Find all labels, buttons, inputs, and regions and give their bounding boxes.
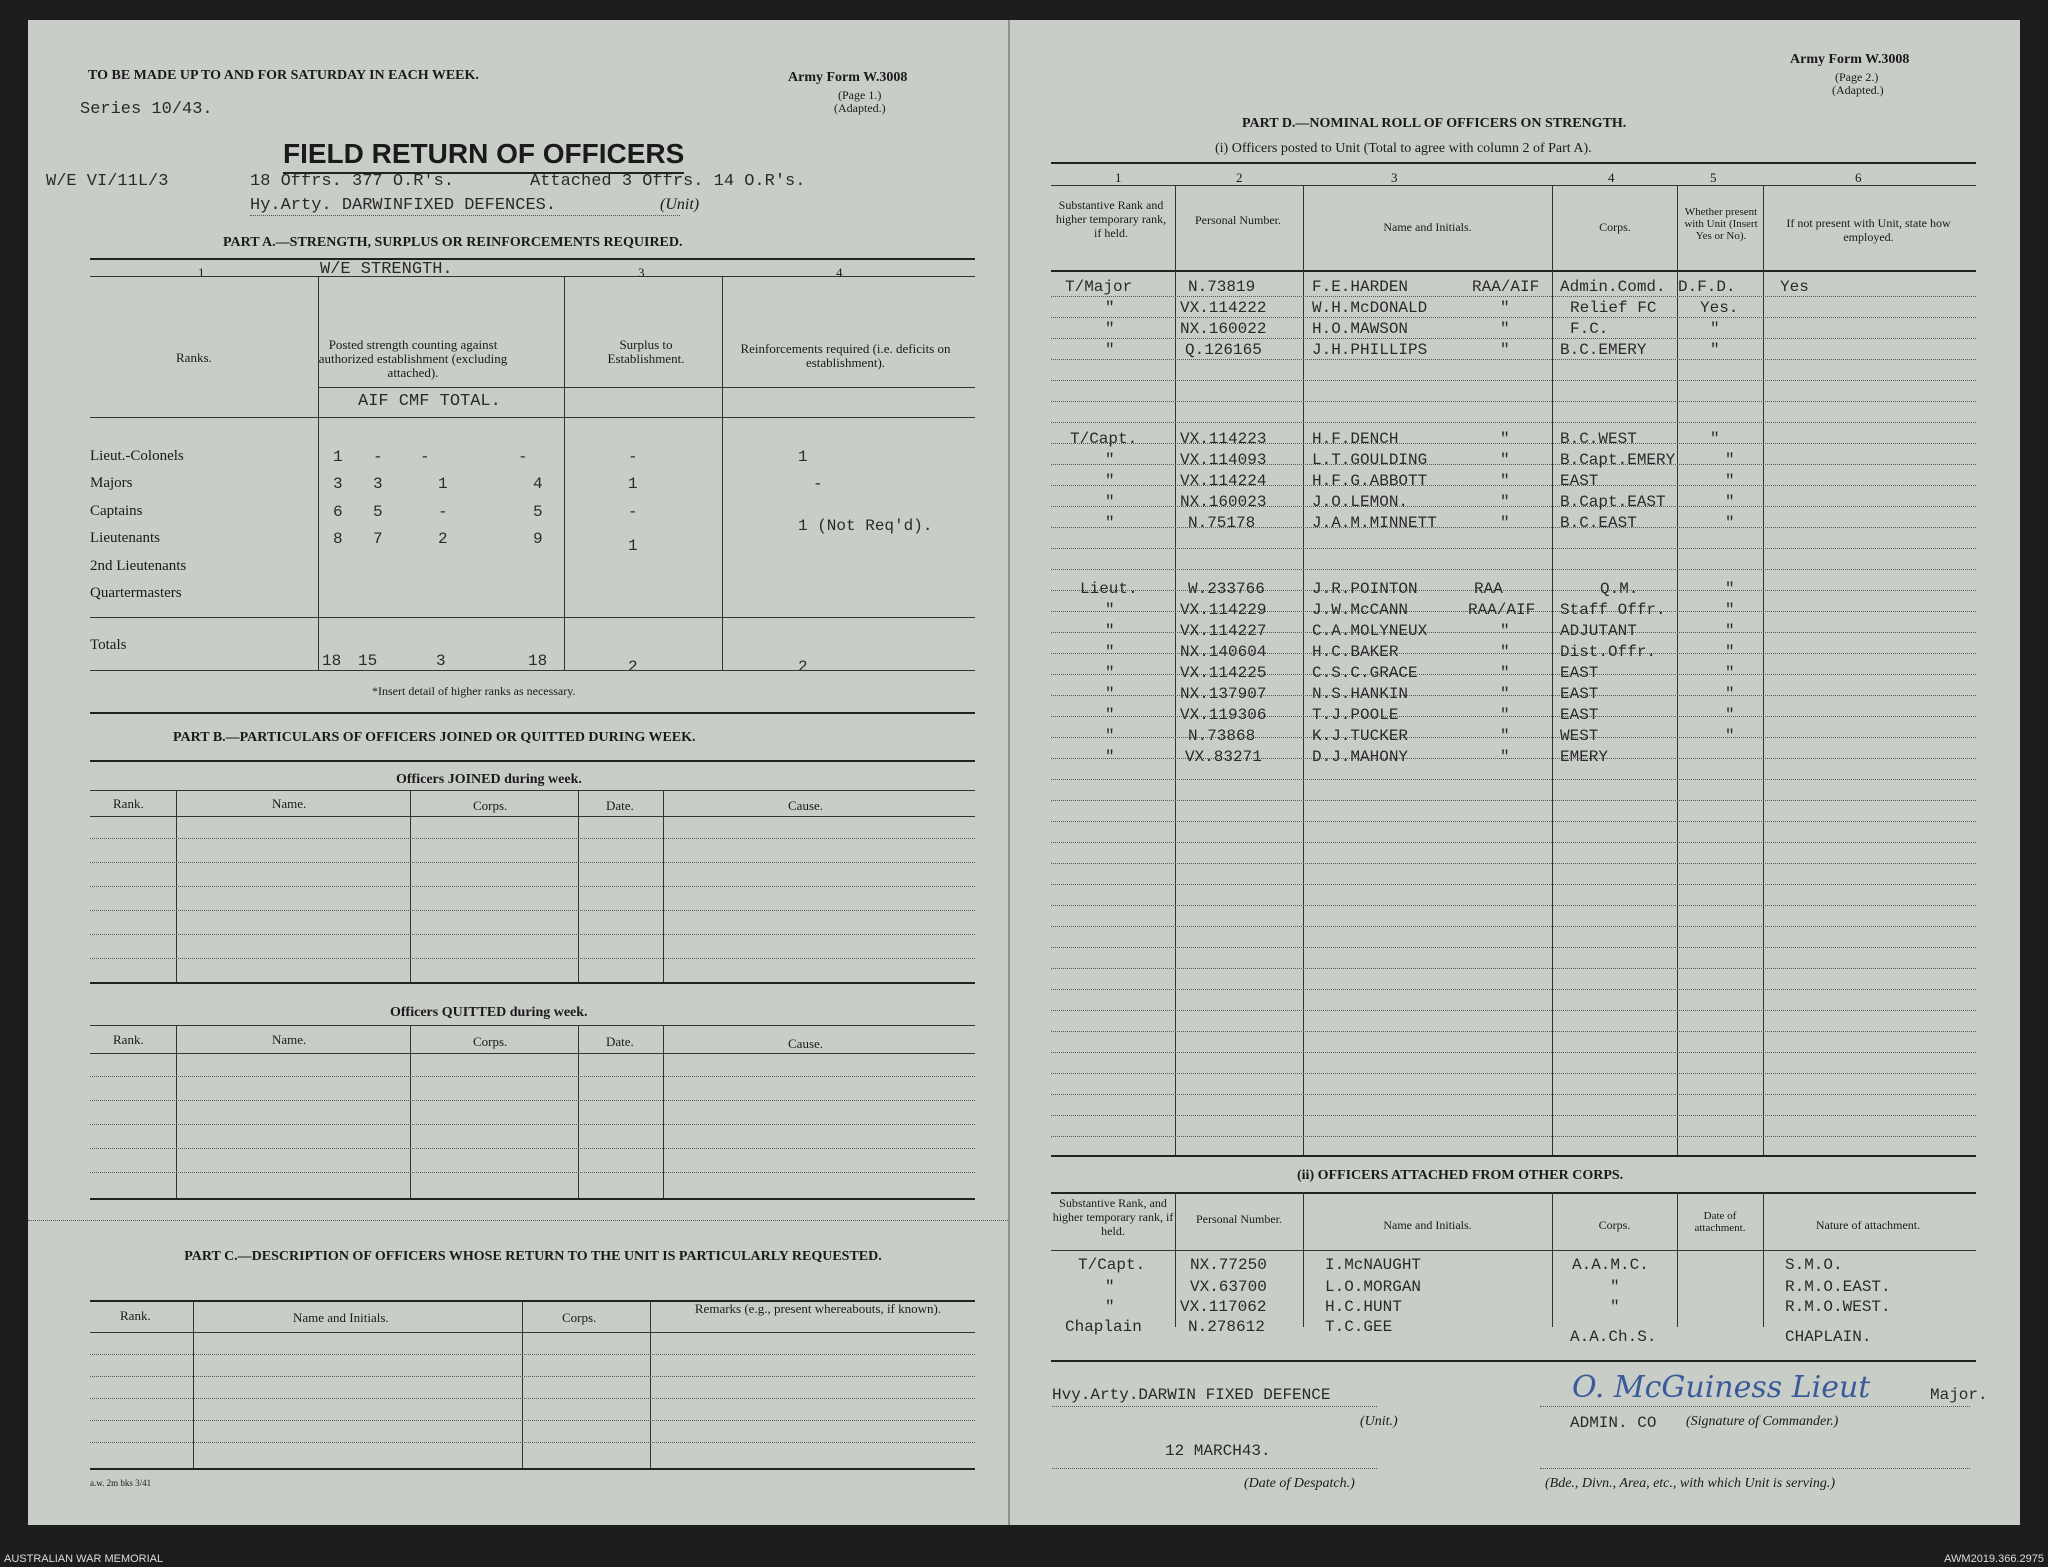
d-num: VX.114224: [1180, 472, 1267, 490]
part-b-title: PART B.—PARTICULARS OF OFFICERS JOINED OR QUITTED DURING WEEK.: [173, 730, 696, 745]
att-num: NX.77250: [1190, 1256, 1267, 1274]
d-corps: EMERY: [1560, 748, 1609, 766]
page-title: FIELD RETURN OF OFFICERS: [283, 138, 684, 174]
d-num: NX.137907: [1180, 685, 1267, 703]
cell-surplus: -: [628, 503, 638, 521]
row-2nd-lt-label: 2nd Lieutenants: [90, 558, 187, 574]
d-corps: Staff Offr.: [1560, 601, 1666, 619]
att-num: N.278612: [1188, 1318, 1265, 1336]
form-number-2: Army Form W.3008: [1790, 52, 1910, 67]
d-rank: ": [1105, 514, 1115, 532]
d-num: N.73819: [1188, 278, 1256, 296]
d-rank: ": [1105, 664, 1115, 682]
d-name: J.H.PHILLIPS: [1312, 341, 1428, 359]
roll-rule: [1051, 359, 1976, 360]
att-name: T.C.GEE: [1325, 1318, 1393, 1336]
partc-col-corps: Corps.: [562, 1310, 597, 1325]
quitted-title: Officers QUITTED during week.: [390, 1005, 588, 1020]
quitted-col-name: Name.: [272, 1032, 307, 1047]
col-num-1: 1: [198, 265, 205, 280]
d-name: J.A.M.MINNETT: [1312, 514, 1437, 532]
d-corps: WEST: [1560, 727, 1599, 745]
bde-label: (Bde., Divn., Area, etc., with which Unit is serving.): [1545, 1476, 1836, 1491]
d-present: ": [1710, 341, 1720, 359]
roll-rule: [1051, 317, 1976, 318]
d-unit: ": [1500, 643, 1510, 661]
d-col-num-3: 3: [1391, 170, 1398, 185]
d-unit: ": [1500, 622, 1510, 640]
cell-cmf: -: [420, 448, 430, 466]
unit-name: Hy.Arty. DARWINFIXED DEFENCES.: [250, 196, 557, 215]
cell-reinf: 1: [798, 448, 808, 466]
d-corps: B.Capt.EMERY: [1560, 451, 1676, 469]
form-page: (Page 1.): [838, 88, 882, 102]
d-rank: ": [1105, 685, 1115, 703]
d-head-name: Name and Initials.: [1383, 220, 1472, 234]
d-present: ": [1725, 601, 1735, 619]
form-number: Army Form W.3008: [788, 70, 908, 85]
att-rank: ": [1105, 1298, 1115, 1316]
col-ranks-head: Ranks.: [176, 350, 212, 365]
d-name: C.A.MOLYNEUX: [1312, 622, 1428, 640]
d-present: ": [1725, 514, 1735, 532]
print-code: a.w. 2m bks 3/41: [90, 1478, 152, 1488]
partc-col-rank: Rank.: [120, 1308, 151, 1323]
cell-reinf: -: [813, 475, 823, 493]
d-present: ": [1725, 493, 1735, 511]
d-name: L.T.GOULDING: [1312, 451, 1428, 469]
joined-col-rank: Rank.: [113, 796, 144, 811]
cell-aif: -: [373, 448, 383, 466]
attached-strength: Attached 3 Offrs. 14 O.R's.: [530, 172, 806, 191]
d-unit: ": [1500, 727, 1510, 745]
we-strength-typed: W/E STRENGTH.: [320, 260, 453, 279]
attached-title: (ii) OFFICERS ATTACHED FROM OTHER CORPS.: [1297, 1168, 1624, 1183]
att-head-name: Name and Initials.: [1383, 1218, 1472, 1232]
row-lieutenants-label: Lieutenants: [90, 530, 160, 546]
roll-rule: [1051, 548, 1976, 549]
d-num: W.233766: [1188, 580, 1265, 598]
form-page-2: (Page 2.): [1835, 70, 1879, 84]
row-captains-label: Captains: [90, 503, 143, 519]
roll-rule: [1051, 1094, 1976, 1095]
d-num: VX.114227: [1180, 622, 1267, 640]
d-name: N.S.HANKIN: [1312, 685, 1409, 703]
d-rank: ": [1105, 601, 1115, 619]
d-col-num-2: 2: [1236, 170, 1243, 185]
att-corps: A.A.Ch.S.: [1570, 1328, 1657, 1346]
att-rank: Chaplain: [1065, 1318, 1142, 1336]
cell-cmf: 1: [438, 475, 448, 493]
roll-rule: [1051, 569, 1976, 570]
cell-cmf: -: [438, 503, 448, 521]
weekly-instruction: TO BE MADE UP TO AND FOR SATURDAY IN EACH WEEK.: [88, 68, 479, 83]
d-num: VX.114093: [1180, 451, 1267, 469]
posted-subtitle: (i) Officers posted to Unit (Total to agree with column 2 of Part A).: [1215, 141, 1592, 156]
cell-total: -: [518, 448, 528, 466]
d-rank: ": [1105, 451, 1115, 469]
d-present: ": [1725, 451, 1735, 469]
d-name: F.E.HARDEN: [1312, 278, 1409, 296]
col-surplus-head: Surplus to Establishment.: [607, 337, 685, 366]
d-corps: F.C.: [1570, 320, 1609, 338]
total-cmf: 3: [436, 652, 446, 670]
d-rank: ": [1105, 706, 1115, 724]
d-unit: RAA: [1474, 580, 1503, 598]
roll-rule: [1051, 968, 1976, 969]
d-corps: B.C.EAST: [1560, 514, 1637, 532]
roll-rule: [1051, 821, 1976, 822]
d-unit: ": [1500, 685, 1510, 703]
d-rank: ": [1105, 748, 1115, 766]
part-a-title: PART A.—STRENGTH, SURPLUS OR REINFORCEMENTS REQUIRED.: [223, 235, 683, 250]
d-rank: ": [1105, 472, 1115, 490]
d-num: VX.114229: [1180, 601, 1267, 619]
att-nature: CHAPLAIN.: [1785, 1328, 1872, 1346]
roll-rule: [1051, 296, 1976, 297]
d-present: Yes.: [1700, 299, 1739, 317]
quitted-col-date: Date.: [606, 1034, 634, 1049]
d-unit: ": [1500, 299, 1510, 317]
partc-col-name: Name and Initials.: [293, 1310, 389, 1325]
d-name: C.S.C.GRACE: [1312, 664, 1418, 682]
quitted-col-rank: Rank.: [113, 1032, 144, 1047]
d-unit: ": [1500, 341, 1510, 359]
unit-label-2: (Unit.): [1360, 1414, 1398, 1429]
d-corps: EAST: [1560, 706, 1599, 724]
roll-rule: [1051, 380, 1976, 381]
d-rank: Lieut.: [1080, 580, 1138, 598]
d-num: VX.114223: [1180, 430, 1267, 448]
att-head-rank: Substantive Rank, and higher temporary rank, if held.: [1052, 1196, 1174, 1238]
unit-typed: Hvy.Arty.DARWIN FIXED DEFENCE: [1052, 1386, 1331, 1404]
d-name: K.J.TUCKER: [1312, 727, 1409, 745]
d-num: NX.140604: [1180, 643, 1267, 661]
total-reinf: 2: [798, 658, 808, 676]
d-unit: ": [1500, 706, 1510, 724]
d-num: NX.160023: [1180, 493, 1267, 511]
d-present: ": [1710, 320, 1720, 338]
unit-strength: 18 Offrs. 377 O.R's.: [250, 172, 455, 191]
d-name: H.F.DENCH: [1312, 430, 1399, 448]
form-adapted: (Adapted.): [834, 101, 886, 115]
d-name: H.O.MAWSON: [1312, 320, 1409, 338]
cell-we: 6: [333, 503, 343, 521]
col-posted-head: Posted strength counting against authorized establishment (excluding attached).: [318, 337, 508, 380]
d-unit: ": [1500, 430, 1510, 448]
att-head-nature: Nature of attachment.: [1815, 1218, 1921, 1232]
d-rank: ": [1105, 622, 1115, 640]
d-corps: Q.M.: [1600, 580, 1639, 598]
row-qm-label: Quartermasters: [90, 585, 182, 601]
roll-rule: [1051, 884, 1976, 885]
att-corps: ": [1610, 1278, 1620, 1296]
att-nature: R.M.O.WEST.: [1785, 1298, 1891, 1316]
d-unit: ": [1500, 514, 1510, 532]
d-num: VX.114225: [1180, 664, 1267, 682]
d-unit: RAA/AIF: [1468, 601, 1536, 619]
d-corps: Admin.Comd.: [1560, 278, 1666, 296]
d-corps: Relief FC: [1570, 299, 1657, 317]
d-rank: ": [1105, 493, 1115, 511]
d-name: H.F.G.ABBOTT: [1312, 472, 1428, 490]
d-unit: ": [1500, 451, 1510, 469]
d-head-corps: Corps.: [1599, 220, 1631, 234]
cell-total: 5: [533, 503, 543, 521]
joined-col-date: Date.: [606, 798, 634, 813]
d-rank: ": [1105, 643, 1115, 661]
cell-total: 9: [533, 530, 543, 548]
att-head-corps: Corps.: [1598, 1218, 1631, 1232]
roll-rule: [1051, 1073, 1976, 1074]
roll-rule: [1051, 947, 1976, 948]
roll-rule: [1051, 422, 1976, 423]
cell-aif: 3: [373, 475, 383, 493]
att-name: H.C.HUNT: [1325, 1298, 1402, 1316]
att-corps: A.A.M.C.: [1572, 1256, 1649, 1274]
d-head-present: Whether present with Unit (Insert Yes or No).: [1684, 206, 1758, 242]
att-rank: ": [1105, 1278, 1115, 1296]
d-present: ": [1725, 580, 1735, 598]
d-name: J.O.LEMON.: [1312, 493, 1409, 511]
d-corps: B.C.EMERY: [1560, 341, 1647, 359]
d-name: D.J.MAHONY: [1312, 748, 1409, 766]
joined-col-corps: Corps.: [473, 798, 508, 813]
att-head-date: Date of attachment.: [1694, 1210, 1746, 1234]
d-rank: ": [1105, 341, 1115, 359]
cell-aif: 7: [373, 530, 383, 548]
d-name: J.W.McCANN: [1312, 601, 1409, 619]
signature-rank: Major.: [1930, 1386, 1988, 1404]
cell-we: 8: [333, 530, 343, 548]
d-corps: ADJUTANT: [1560, 622, 1637, 640]
footer-right: AWM2019.366.2975: [1944, 1553, 2044, 1565]
d-present: ": [1725, 706, 1735, 724]
d-num: N.73868: [1188, 727, 1256, 745]
partc-col-remarks: Remarks (e.g., present whereabouts, if known).: [694, 1301, 942, 1316]
page-2: [1010, 20, 2020, 1525]
war-establishment: W/E VI/11L/3: [46, 172, 169, 191]
total-we: 18: [322, 652, 342, 670]
roll-rule: [1051, 1136, 1976, 1137]
roll-rule: [1051, 338, 1976, 339]
total-aif: 15: [358, 652, 378, 670]
part-d-title: PART D.—NOMINAL ROLL OF OFFICERS ON STRENGTH.: [1242, 116, 1627, 131]
despatch-date-label: (Date of Despatch.): [1244, 1476, 1355, 1491]
roll-rule: [1051, 1052, 1976, 1053]
att-name: L.O.MORGAN: [1325, 1278, 1422, 1296]
d-corps: EAST: [1560, 472, 1599, 490]
commander-signature: O. McGuiness Lieut: [1572, 1370, 1871, 1405]
form-adapted-2: (Adapted.): [1832, 83, 1884, 97]
roll-rule: [1051, 1010, 1976, 1011]
d-num: N.75178: [1188, 514, 1256, 532]
joined-col-name: Name.: [272, 796, 307, 811]
series: Series 10/43.: [80, 100, 213, 119]
admin-typed: ADMIN. CO: [1570, 1414, 1657, 1432]
cell-surplus: 1: [628, 537, 638, 555]
d-unit: ": [1500, 664, 1510, 682]
roll-rule: [1051, 1115, 1976, 1116]
d-unit: ": [1500, 493, 1510, 511]
d-corps: B.Capt.EAST: [1560, 493, 1666, 511]
att-rank: T/Capt.: [1078, 1256, 1146, 1274]
d-col-num-6: 6: [1855, 170, 1862, 185]
d-rank: ": [1105, 727, 1115, 745]
col-num-3: 3: [638, 265, 645, 280]
d-name: T.J.POOLE: [1312, 706, 1399, 724]
roll-rule: [1051, 989, 1976, 990]
d-present: ": [1725, 685, 1735, 703]
cell-surplus: -: [628, 448, 638, 466]
roll-rule: [1051, 863, 1976, 864]
d-col-num-1: 1: [1115, 170, 1122, 185]
d-present: ": [1725, 643, 1735, 661]
roll-rule: [1051, 905, 1976, 906]
d-num: Q.126165: [1185, 341, 1262, 359]
d-name: H.C.BAKER: [1312, 643, 1399, 661]
d-present: ": [1710, 430, 1720, 448]
joined-title: Officers JOINED during week.: [396, 772, 582, 787]
d-corps: EAST: [1560, 664, 1599, 682]
roll-rule: [1051, 1031, 1976, 1032]
quitted-col-cause: Cause.: [788, 1036, 824, 1051]
d-unit: ": [1500, 320, 1510, 338]
row-majors-label: Majors: [90, 475, 133, 491]
d-head-rank: Substantive Rank and higher temporary rank, if held.: [1055, 198, 1167, 240]
d-corps: EAST: [1560, 685, 1599, 703]
totals-label: Totals: [90, 637, 127, 653]
unit-label: (Unit): [660, 196, 700, 213]
d-unit: ": [1500, 748, 1510, 766]
d-num: VX.83271: [1185, 748, 1262, 766]
page-1: [28, 20, 1008, 1525]
d-rank: ": [1105, 299, 1115, 317]
col-num-4: 4: [836, 265, 843, 280]
cell-total: 4: [533, 475, 543, 493]
d-present: ": [1725, 727, 1735, 745]
cell-surplus: 1: [628, 475, 638, 493]
d-head-employed: If not present with Unit, state how employed.: [1786, 216, 1951, 244]
strength-subhead: AIF CMF TOTAL.: [358, 392, 501, 411]
part-c-title: PART C.—DESCRIPTION OF OFFICERS WHOSE RETURN TO THE UNIT IS PARTICULARLY REQUESTED.: [184, 1249, 882, 1264]
d-unit: ": [1500, 472, 1510, 490]
att-num: VX.117062: [1180, 1298, 1267, 1316]
higher-ranks-note: *Insert detail of higher ranks as necessary.: [372, 684, 576, 698]
roll-rule: [1051, 779, 1976, 780]
cell-cmf: 2: [438, 530, 448, 548]
att-nature: R.M.O.EAST.: [1785, 1278, 1891, 1296]
d-rank: T/Capt.: [1070, 430, 1138, 448]
att-name: I.McNAUGHT: [1325, 1256, 1422, 1274]
footer-left: AUSTRALIAN WAR MEMORIAL: [4, 1553, 164, 1565]
att-num: VX.63700: [1190, 1278, 1267, 1296]
att-corps: ": [1610, 1298, 1620, 1316]
cell-reinf: 1 (Not Req'd).: [798, 517, 933, 535]
total-surplus: 2: [628, 658, 638, 676]
d-col-num-5: 5: [1710, 170, 1717, 185]
d-present: ": [1725, 664, 1735, 682]
d-num: VX.114222: [1180, 299, 1267, 317]
d-corps: Dist.Offr.: [1560, 643, 1657, 661]
quitted-col-corps: Corps.: [473, 1034, 508, 1049]
signature-label: (Signature of Commander.): [1686, 1414, 1839, 1429]
att-head-number: Personal Number.: [1196, 1212, 1282, 1226]
d-num: VX.119306: [1180, 706, 1267, 724]
cell-aif: 5: [373, 503, 383, 521]
d-rank: ": [1105, 320, 1115, 338]
d-rank: T/Major: [1065, 278, 1133, 296]
d-name: J.R.POINTON: [1312, 580, 1418, 598]
d-head-number: Personal Number.: [1195, 213, 1281, 227]
d-present: D.F.D.: [1678, 278, 1736, 296]
att-nature: S.M.O.: [1785, 1256, 1843, 1274]
d-present: ": [1725, 472, 1735, 490]
d-present: ": [1725, 622, 1735, 640]
cell-we: 1: [333, 448, 343, 466]
despatch-date: 12 MARCH43.: [1165, 1442, 1271, 1460]
row-lt-col-label: Lieut.-Colonels: [90, 448, 184, 464]
roll-rule: [1051, 926, 1976, 927]
total-total: 18: [528, 652, 548, 670]
d-corps: B.C.WEST: [1560, 430, 1637, 448]
d-num: NX.160022: [1180, 320, 1267, 338]
d-employed: Yes: [1780, 278, 1809, 296]
cell-we: 3: [333, 475, 343, 493]
d-col-num-4: 4: [1608, 170, 1615, 185]
roll-rule: [1051, 401, 1976, 402]
d-name: W.H.McDONALD: [1312, 299, 1428, 317]
joined-col-cause: Cause.: [788, 798, 824, 813]
col-reinforcements-head: Reinforcements required (i.e. deficits on establishment).: [740, 341, 951, 370]
d-unit: RAA/AIF: [1472, 278, 1540, 296]
roll-rule: [1051, 800, 1976, 801]
roll-rule: [1051, 842, 1976, 843]
